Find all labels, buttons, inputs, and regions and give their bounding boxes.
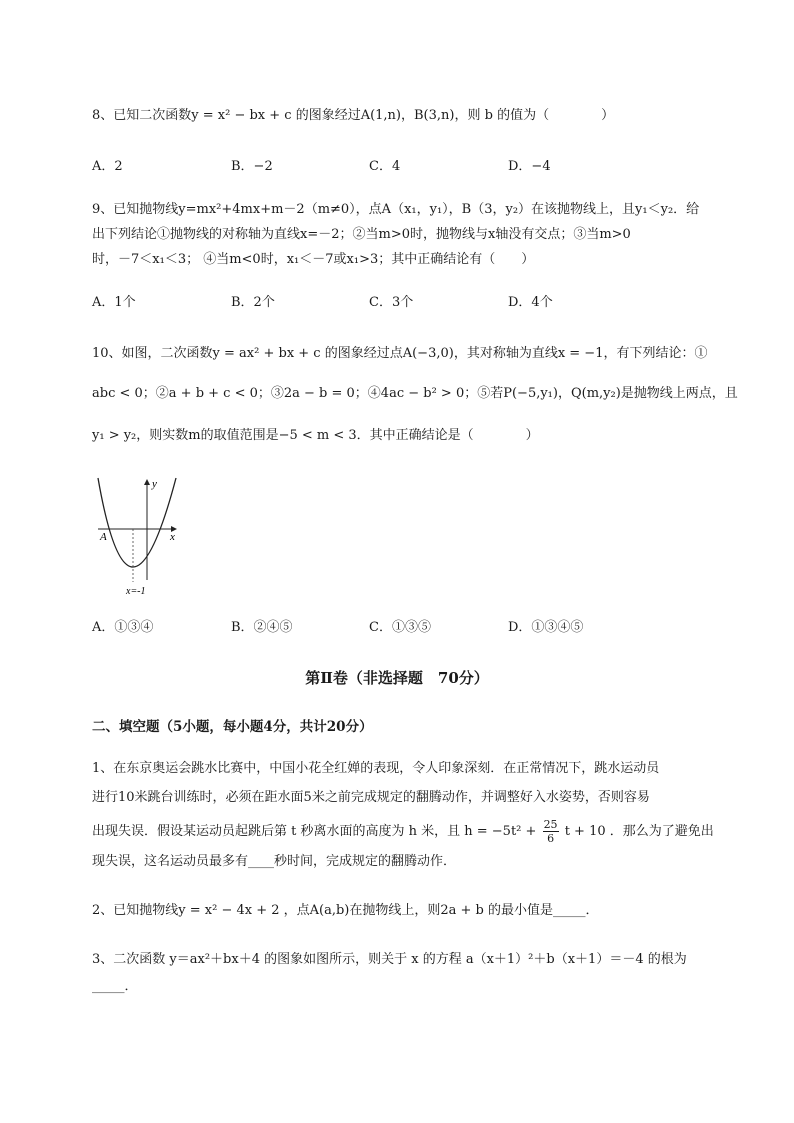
q10-line-2: abc < 0；②a + b + c < 0；③2a − b = 0；④4ac − b² > 0；⑤若P(−5,y₁)，Q(m,y₂)是抛物线上两点，且 [92, 386, 738, 401]
q9-line-1: 9、已知抛物线y=mx²+4mx+m－2（m≠0），点A（x₁，y₁），B（3，y₂）在该抛物线上，且y₁＜y₂．给 [92, 202, 700, 217]
figure-label-a: A [100, 531, 107, 543]
q10-option-a: A．①③④ [92, 620, 154, 635]
q8-option-b: B．−2 [231, 159, 273, 174]
q10-option-b: B．②④⑤ [231, 620, 293, 635]
section-2-title: 第Ⅱ卷（非选择题 70分） [305, 669, 489, 687]
f1-line-2: 进行10米跳台训练时，必须在距水面5米之前完成规定的翻腾动作，并调整好入水姿势，否则容易 [92, 790, 650, 805]
f1-fraction-numerator: 25 [543, 818, 558, 831]
parabola-curve [98, 478, 176, 567]
f1-line-3 [92, 818, 714, 845]
q10-line-3: y₁ > y₂，则实数m的取值范围是−5 < m < 3．其中正确结论是（ ） [92, 428, 539, 443]
f1-line-1: 1、在东京奥运会跳水比赛中，中国小花全红婵的表现，令人印象深刻．在正常情况下，跳水运动员 [92, 761, 660, 776]
q8-option-d: D．−4 [508, 159, 551, 174]
q9-line-2: 出下列结论①抛物线的对称轴为直线x=－2；②当m>0时，抛物线与x轴没有交点；③当m>0 [92, 227, 631, 242]
q9-option-c: C．3个 [369, 295, 414, 310]
q9-option-a: A．1个 [92, 295, 136, 310]
q8-option-a: A．2 [92, 159, 123, 174]
q8-stem: 8、已知二次函数y = x² − bx + c 的图象经过A(1,n)，B(3,n)，则 b 的值为（ ） [92, 108, 615, 123]
f3-line-1: 3、二次函数 y＝ax²＋bx＋4 的图象如图所示，则关于 x 的方程 a（x＋1）²＋b（x＋1）＝－4 的根为 [92, 952, 687, 967]
f1-line-3-part-b: t + 10 ．那么为了避免出 [564, 824, 714, 839]
q10-option-d: D．①③④⑤ [508, 620, 584, 635]
q10-line-1: 10、如图，二次函数y = ax² + bx + c 的图象经过点A(−3,0)，其对称轴为直线x = −1，有下列结论：① [92, 346, 708, 361]
f1-fraction-denominator: 6 [547, 832, 555, 845]
f2-line-1: 2、已知抛物线y = x² − 4x + 2 ，点A(a,b)在抛物线上，则2a + b 的最小值是_____． [92, 903, 599, 918]
fill-blank-heading: 二、填空题（5小题，每小题4分，共计20分） [92, 719, 373, 735]
q9-line-3: 时，－7＜x₁＜3； ④当m<0时，x₁＜－7或x₁>3；其中正确结论有（ ） [92, 252, 535, 267]
f1-line-4: 现失误，这名运动员最多有____秒时间，完成规定的翻腾动作． [92, 854, 457, 869]
f3-line-2: _____． [92, 979, 138, 994]
q8-option-c: C．4 [369, 159, 401, 174]
figure-label-x: x [170, 531, 175, 543]
q10-option-c: C．①③⑤ [369, 620, 431, 635]
q9-option-d: D．4个 [508, 295, 553, 310]
q9-option-b: B．2个 [231, 295, 275, 310]
figure-label-y: y [152, 478, 157, 490]
q10-parabola-figure [90, 470, 190, 600]
figure-label-symmetry: x=-1 [126, 586, 146, 597]
f1-fraction [543, 818, 559, 845]
f1-line-3-part-a: 出现失误．假设某运动员起跳后第 t 秒离水面的高度为 h 米，且 h = −5t² + [92, 824, 537, 839]
